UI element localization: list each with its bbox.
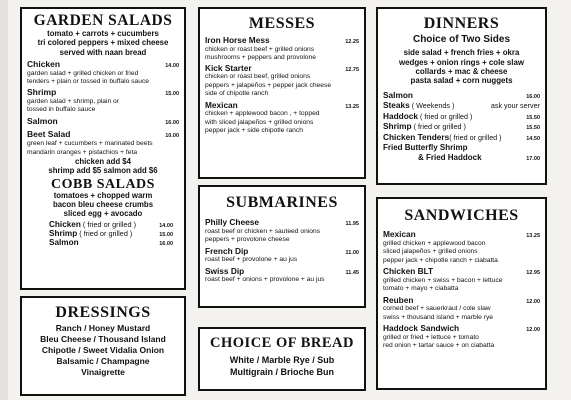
side-line: pasta salad + corn nuggets [410,76,513,86]
desc-line: tomato + mayo + ciabatta [383,285,459,293]
item-name: Chicken [27,59,61,69]
item-description [205,46,359,63]
item-price: 11.95 [345,221,359,227]
dinners-panel [376,7,547,185]
bread-title: CHOICE OF BREAD [210,335,354,351]
dressing-line: Bleu Cheese / Thousand Island [40,334,166,345]
sandwich-row [383,324,540,334]
desc-line: peppers + provolone cheese [205,236,290,244]
item-description [205,256,359,265]
desc-line: pepper jack + side chipotle ranch [205,127,303,135]
dinners-subtitle: Choice of Two Sides [412,34,511,45]
item-name: Salmon [49,238,79,248]
garden-salads-title: GARDEN SALADS [33,12,173,29]
item-description [205,73,359,99]
desc-line: mandarin oranges + pistachios + feta [27,148,138,156]
dinner-combo-row [383,153,540,162]
desc-line: red onion + tartar sauce + on ciabatta [383,342,495,350]
item-name: Haddock [383,110,419,121]
cobb-salads-title: COBB SALADS [51,176,155,192]
item-price: 13.25 [526,233,540,239]
item-name: Iron Horse Mess [205,35,270,45]
cobb-item-label [49,220,136,229]
dinner-row [383,112,540,122]
garden-salmon-row [27,117,179,127]
item-price: 15.00 [159,232,173,239]
desc-line: roast beef or chicken + sauteed onions [205,227,321,235]
item-name: Chicken [49,219,81,229]
item-name: Shrimp [383,121,412,132]
garden-chicken-row [27,60,179,70]
item-price: 12.95 [526,270,540,277]
cobb-item-label [49,238,79,247]
item-name: Shrimp [27,86,57,97]
addon-line: chicken add $4 [75,157,131,167]
dressing-line: Ranch / Honey Mustard [55,323,151,333]
desc-line: swiss + thousand island + marble rye [383,313,494,321]
sandwich-row [383,230,540,240]
item-description [383,277,540,294]
desc-line: grilled or fried + lettuce + tomato [383,333,479,341]
dressings-list [27,323,179,378]
addon-line: shrimp add $5 salmon add $6 [48,166,158,176]
garden-intro [27,29,179,58]
cobb-items [27,219,179,248]
item-price: 15.50 [526,125,540,132]
item-price: 11.00 [345,249,359,256]
bread-line: White / Marble Rye / Sub [229,354,335,365]
mess-row [205,101,359,111]
garden-shrimp-row [27,88,179,98]
item-price: 15.00 [165,90,179,97]
dinner-item-label [383,133,502,143]
cobb-item-label [49,229,132,238]
desc-line: garden salad + shrimp, plain or [27,97,120,105]
item-name: Salmon [27,115,58,126]
sandwiches-title: SANDWICHES [404,207,519,224]
messes-title: MESSES [248,15,316,32]
mess-row [205,36,359,46]
bread-line: Multigrain / Brioche Bun [229,366,334,377]
garden-intro-line: tomato + carrots + cucumbers [47,28,159,38]
item-name: Haddock Sandwich [383,323,460,334]
desc-line: tenders + plain or tossed in buffalo sauce [27,78,150,86]
desc-line: roast beef + onions + provolone + au jus [205,276,325,284]
messes-panel [198,7,366,179]
item-price: 10.00 [165,133,179,140]
dressing-line: Vinaigrette [81,367,125,378]
item-note: ( Weekends ) [409,101,455,111]
garden-beet-row [27,130,179,140]
item-price: 16.00 [159,241,173,248]
side-line: wedges + onion rings + cole slaw [399,57,524,67]
item-name: Swiss Dip [205,265,245,276]
item-name: Beet Salad [27,129,71,140]
item-note: ( fried or grilled ) [418,111,473,121]
item-note: ( fried or grilled ) [77,229,133,239]
item-name: Fried Butterfly Shrimp [383,143,468,153]
item-price: 16.00 [165,119,179,126]
sub-row [205,218,359,228]
item-name: Chicken Tenders [383,131,450,142]
dinner-item-label [383,112,472,122]
desc-line: tossed in buffalo sauce [27,106,96,114]
item-name: Mexican [383,229,416,239]
item-description [27,70,179,87]
dressings-title: DRESSINGS [55,304,151,321]
item-note: ( fried or grilled ) [411,122,466,132]
dinner-row [383,133,540,143]
item-price: 14.00 [165,63,179,69]
sub-row [205,267,359,277]
submarines-title: SUBMARINES [226,194,338,211]
desc-line: chicken or roast beef + grilled onions [205,45,315,53]
cobb-item-row [49,220,173,229]
dinner-item-label [383,101,454,111]
sandwiches-panel [376,197,547,390]
desc-line: mushrooms + peppers and provolone [205,54,316,62]
item-name: Steaks [383,100,410,111]
dinner-row [383,122,540,132]
item-price: 12.00 [526,298,540,305]
item-name: French Dip [205,245,249,256]
bread-list [205,354,359,378]
desc-line: peppers + jalapeños + pepper jack cheese [205,81,332,89]
garden-intro-line: served with naan bread [59,47,147,57]
sandwich-row [383,267,540,277]
dressings-panel [20,296,186,396]
cobb-item-row [49,238,173,247]
desc-line: chicken or roast beef, grilled onions [205,73,311,81]
item-price: 12.25 [345,39,359,45]
desc-line: chicken + applewood bacon , + topped [205,110,320,118]
desc-line: side of chipotle ranch [205,90,269,98]
dressing-line: Balsamic / Champagne [56,356,150,367]
side-line: side salad + french fries + okra [403,48,520,58]
item-name: Reuben [383,294,414,305]
item-price: ask your server [490,101,540,111]
item-name: Philly Cheese [205,217,259,227]
dinner-item-label [383,122,466,132]
item-price: 13.25 [345,103,359,110]
item-name: Mexican [205,99,238,110]
item-note: ( fried or grilled ) [449,132,502,142]
mess-row [205,64,359,74]
item-name-cont: & Fried Haddock [418,153,482,163]
desc-line: garden salad + grilled chicken or fried [27,69,139,77]
item-price: 14.00 [159,222,173,229]
sandwich-row [383,296,540,306]
cobb-intro-line: sliced egg + avocado [63,208,143,218]
cobb-item-row [49,229,173,238]
item-description [205,110,359,136]
dinners-sides [383,48,540,85]
item-price: 17.00 [526,156,540,163]
garden-addons [27,157,179,176]
item-price: 11.45 [345,269,359,276]
item-description [383,305,540,322]
desc-line: sliced jalapeños + grilled onions [383,248,478,256]
item-price: 12.00 [526,327,540,334]
dinner-combo [383,143,540,162]
item-name: Salmon [383,89,413,100]
dinner-row [383,91,540,101]
item-note: ( fried or grilled ) [80,219,137,229]
item-name: Shrimp [49,229,78,239]
desc-line: grilled chicken + applewood bacon [383,239,486,247]
desc-line: roast beef + provolone + au jus [205,256,298,264]
item-description [27,140,179,157]
cobb-intro-line: bacon bleu cheese crumbs [52,199,154,209]
item-price: 14.50 [526,135,540,142]
item-description [205,228,359,245]
submarines-panel [198,185,366,308]
cobb-intro-line: tomatoes + chopped warm [53,190,153,200]
desc-line: with sliced jalapeños + grilled onions [205,118,314,126]
garden-salads-panel [20,7,186,290]
side-line: collards + mac & cheese [415,66,508,76]
dressing-line: Chipotle / Sweet Vidalia Onion [41,345,165,356]
item-price: 12.75 [345,66,359,73]
desc-line: grilled chicken + swiss + bacon + lettuce [383,276,503,284]
cobb-intro [27,192,179,219]
desc-line: corned beef + sauerkraut / cole slaw [383,305,491,313]
garden-intro-line: tri colored peppers + mixed cheese [37,38,169,47]
item-description [383,334,540,351]
page-edge-shadow [0,0,8,400]
item-price: 16.00 [526,93,540,100]
item-description [383,240,540,266]
dinner-row [383,101,540,111]
desc-line: green leaf + cucumbers + marinated beets [27,140,153,148]
item-price: 15.50 [526,114,540,121]
item-description [27,98,179,115]
item-name: Kick Starter [205,62,252,73]
item-description [205,276,359,285]
item-name: Chicken BLT [383,266,434,277]
bread-panel [198,327,366,391]
sub-row [205,247,359,257]
dinners-title: DINNERS [423,15,500,32]
desc-line: pepper jack + chipotle ranch + ciabatta [383,256,498,264]
